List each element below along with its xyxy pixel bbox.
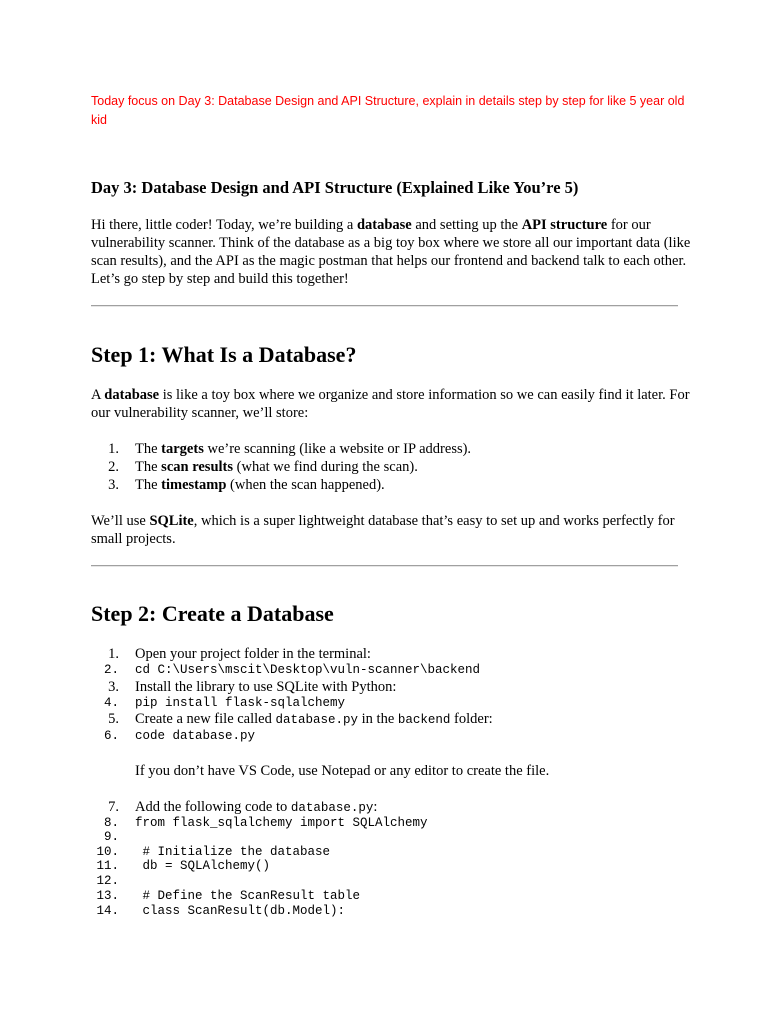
step1-text-2: is like a toy box where we organize and store information so we can easily find it later. For our vulnerability scanner, we’ll store: (91, 387, 690, 421)
list-number: 13. (96, 889, 119, 903)
inline-code-filename: database.py (275, 713, 359, 727)
list-item-pre: Add the following code to (135, 799, 291, 815)
step2-heading: Step 2: Create a Database (91, 601, 334, 626)
intro-bold-database: database (356, 217, 412, 233)
intro-text-3: for our vulnerability scanner. Think of the database as a big toy box where we store all our important data (like scan results), and the API as the magic postman that helps our frontend and backend talk to each other. Let’s go step by step and build this together! (91, 217, 691, 287)
list-item-mid: in the (358, 711, 398, 727)
list-number: 6. (103, 729, 119, 743)
code-line: db = SQLAlchemy() (135, 859, 271, 873)
list-item-post: : (373, 799, 378, 815)
step1-heading: Step 1: What Is a Database? (91, 342, 357, 367)
list-item-bold: scan results (161, 459, 234, 475)
step1-paragraph (91, 386, 691, 422)
horizontal-divider (91, 305, 678, 307)
code-line: code database.py (135, 729, 256, 743)
prompt-text: Today focus on Day 3: Database Design and API Structure, explain in details step by step for like 5 year old kid (91, 94, 685, 127)
code-line: pip install flask-sqlalchemy (135, 696, 346, 710)
list-number: 8. (103, 816, 119, 830)
list-number: 3. (108, 679, 119, 695)
list-item-text (135, 710, 493, 729)
list-item-post: (when the scan happened). (226, 477, 385, 493)
list-number: 14. (96, 904, 119, 918)
list-item-pre: The (135, 441, 162, 457)
list-item-pre: The (135, 459, 162, 475)
list-number: 11. (96, 859, 119, 873)
list-item-pre: The (135, 477, 162, 493)
list-number: 1. (108, 441, 119, 457)
step2-list-item (91, 645, 691, 663)
step2-list-item (91, 710, 691, 728)
list-item-text (135, 476, 385, 494)
list-item-post: we’re scanning (like a website or IP address). (203, 441, 472, 457)
list-item-text: Open your project folder in the terminal: (135, 646, 371, 662)
inline-code-filename: database.py (290, 801, 374, 815)
inline-code-folder: backend (397, 713, 451, 727)
code-line: cd C:\Users\mscit\Desktop\vuln-scanner\backend (135, 663, 481, 677)
code-line-row (91, 903, 691, 921)
code-line: class ScanResult(db.Model): (135, 904, 346, 918)
intro-text-2: and setting up the (411, 217, 522, 233)
list-number: 2. (108, 459, 119, 475)
sqlite-text-2: , which is a super lightweight database that’s easy to set up and works perfectly for small projects. (91, 513, 675, 547)
step2-list-item (91, 798, 691, 816)
document-title: Day 3: Database Design and API Structure (Explained Like You’re 5) (91, 178, 579, 197)
list-item-text: Install the library to use SQLite with Python: (135, 679, 397, 695)
list-number: 4. (103, 696, 119, 710)
step1-text-1: A (91, 387, 105, 403)
step1-list-item (91, 476, 691, 494)
sqlite-text-1: We’ll use (91, 513, 150, 529)
step1-bold-database: database (104, 387, 160, 403)
list-number: 3. (108, 477, 119, 493)
list-number: 7. (108, 799, 119, 815)
list-item-post: (what we find during the scan). (233, 459, 418, 475)
step1-list-item (91, 458, 691, 476)
list-item-text (135, 458, 418, 476)
intro-bold-api-structure: API structure (521, 217, 608, 233)
sqlite-paragraph (91, 512, 691, 548)
list-item-pre: Create a new file called (135, 711, 276, 727)
list-number: 12. (96, 874, 119, 888)
list-item-bold: timestamp (161, 477, 227, 493)
step2-list-item (91, 678, 691, 696)
intro-text-1: Hi there, little coder! Today, we’re building a (91, 217, 357, 233)
intro-paragraph (91, 216, 691, 288)
editor-note: If you don’t have VS Code, use Notepad or any editor to create the file. (135, 763, 550, 779)
list-item-post: folder: (450, 711, 493, 727)
list-number: 2. (103, 663, 119, 677)
code-line: # Initialize the database (135, 845, 331, 859)
list-item-text (135, 440, 471, 458)
step2-list-item (91, 728, 691, 746)
list-item-bold: targets (161, 441, 204, 457)
list-number: 1. (108, 646, 119, 662)
code-line: from flask_sqlalchemy import SQLAlchemy (135, 816, 428, 830)
sqlite-bold: SQLite (149, 513, 194, 529)
list-number: 9. (103, 830, 119, 844)
horizontal-divider (91, 565, 678, 567)
code-line: # Define the ScanResult table (135, 889, 361, 903)
list-number: 10. (96, 845, 119, 859)
step1-list-item (91, 440, 691, 458)
list-number: 5. (108, 711, 119, 727)
